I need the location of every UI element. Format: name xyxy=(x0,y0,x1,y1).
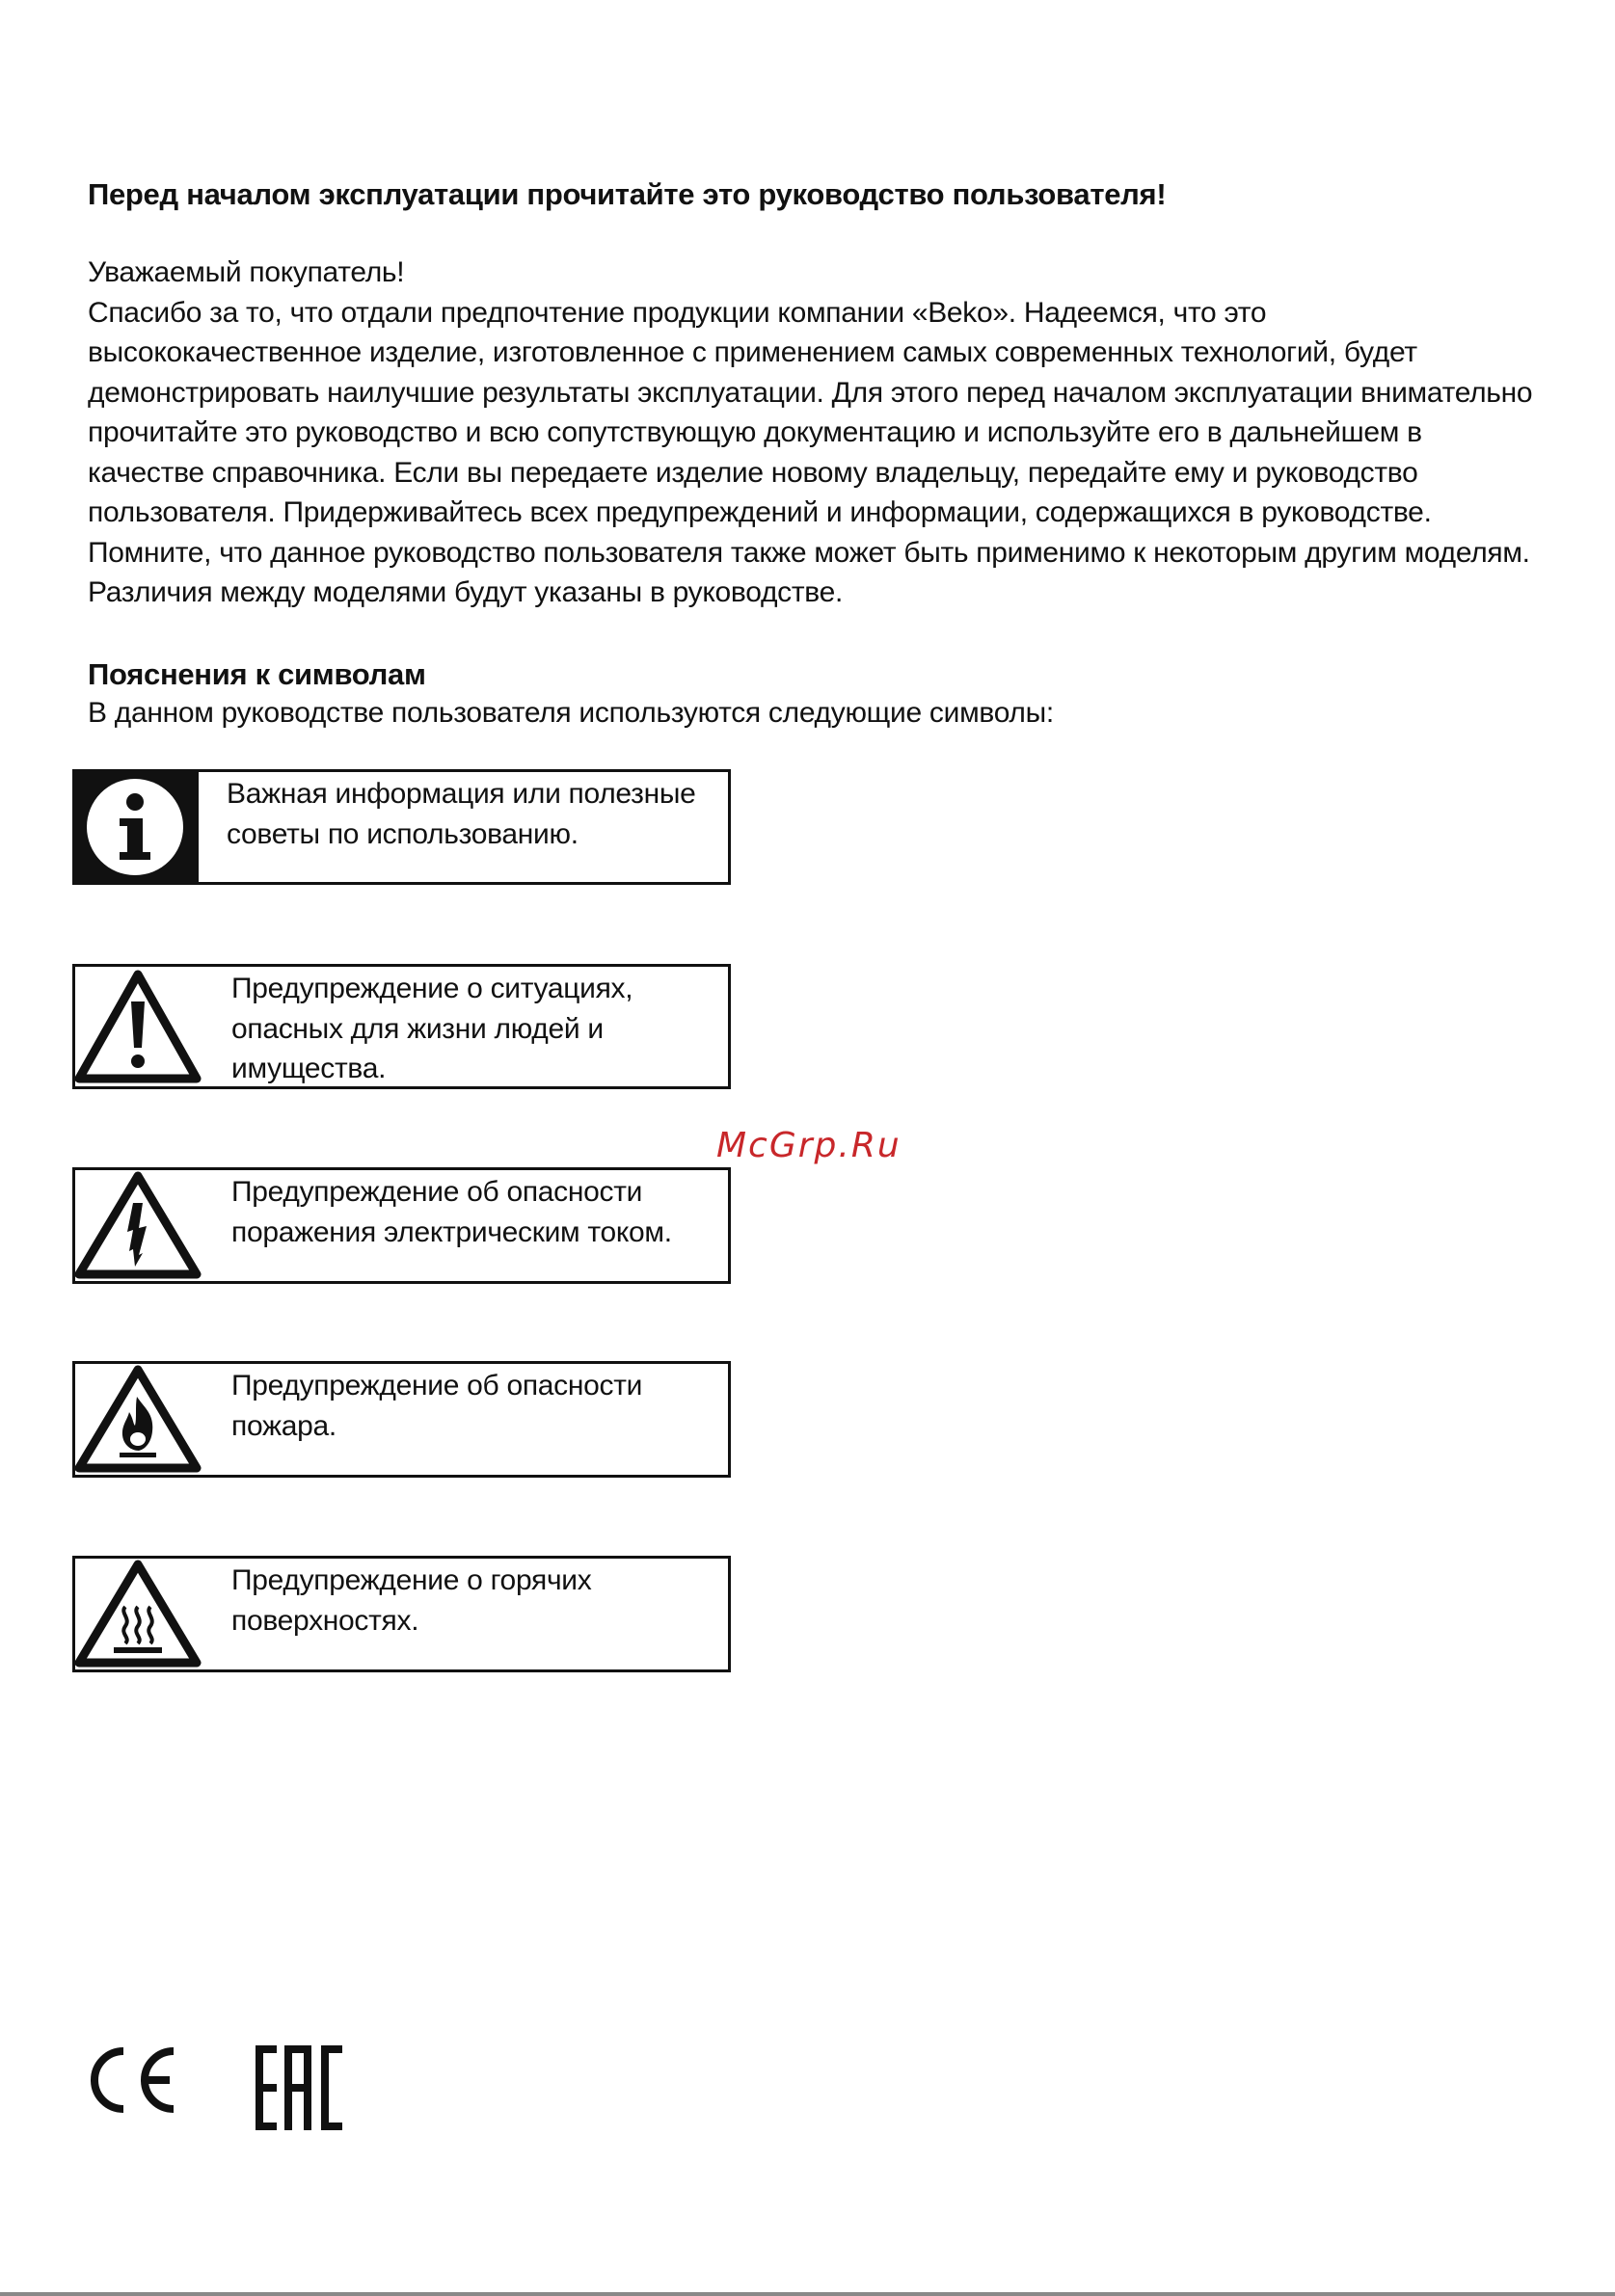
symbols-intro: В данном руководстве пользователя используются следующие символы: xyxy=(88,697,1054,729)
hot-surface-icon xyxy=(75,1559,202,1669)
intro-paragraph-models: Помните, что данное руководство пользователя также может быть применимо к некоторым другим моделям. Различия между моделями будут указаны в руководстве. xyxy=(88,536,1530,608)
symbol-text-hot-surface: Предупреждение о горячих поверхностях. xyxy=(231,1564,592,1637)
electric-shock-icon xyxy=(75,1170,202,1281)
ce-mark-icon xyxy=(85,2042,181,2123)
symbol-text-warning: Предупреждение о ситуациях, опасных для жизни людей и имущества. xyxy=(231,973,633,1084)
symbols-heading: Пояснения к символам xyxy=(88,657,426,691)
fire-icon xyxy=(75,1364,202,1475)
eac-mark-icon xyxy=(254,2042,346,2139)
symbol-box-hot-surface xyxy=(72,1556,731,1672)
symbol-text-info: Важная информация или полезные советы по использованию. xyxy=(227,778,696,850)
page-bottom-rule xyxy=(0,2292,1615,2296)
page-title: Перед началом эксплуатации прочитайте это руководство пользователя! xyxy=(88,177,1167,211)
intro-section xyxy=(88,253,1534,613)
symbol-text-fire: Предупреждение об опасности пожара. xyxy=(231,1370,643,1442)
greeting: Уважаемый покупатель! xyxy=(88,256,405,288)
intro-paragraph: Спасибо за то, что отдали предпочтение продукции компании «Beko». Надеемся, что это высококачественное изделие, изготовленное с применением самых современных технологий, будет демонстрировать наилучшие результаты эксплуатации. Для этого перед началом эксплуатации внимательно прочитайте это руководство и всю сопутствующую документацию и используйте его в дальнейшем в качестве справочника. Если вы передаете изделие новому владельцу, передайте ему и руководство пользователя. Придерживайтесь всех предупреждений и информации, содержащихся в руководстве. xyxy=(88,296,1533,528)
symbol-box-fire xyxy=(72,1361,731,1478)
symbol-box-electric xyxy=(72,1167,731,1284)
warning-icon xyxy=(75,967,202,1086)
watermark: McGrp.Ru xyxy=(716,1126,902,1165)
symbol-box-warning xyxy=(72,964,731,1089)
info-icon xyxy=(75,772,199,882)
symbol-text-electric: Предупреждение об опасности поражения электрическим током. xyxy=(231,1176,672,1248)
symbol-box-info xyxy=(72,769,731,885)
